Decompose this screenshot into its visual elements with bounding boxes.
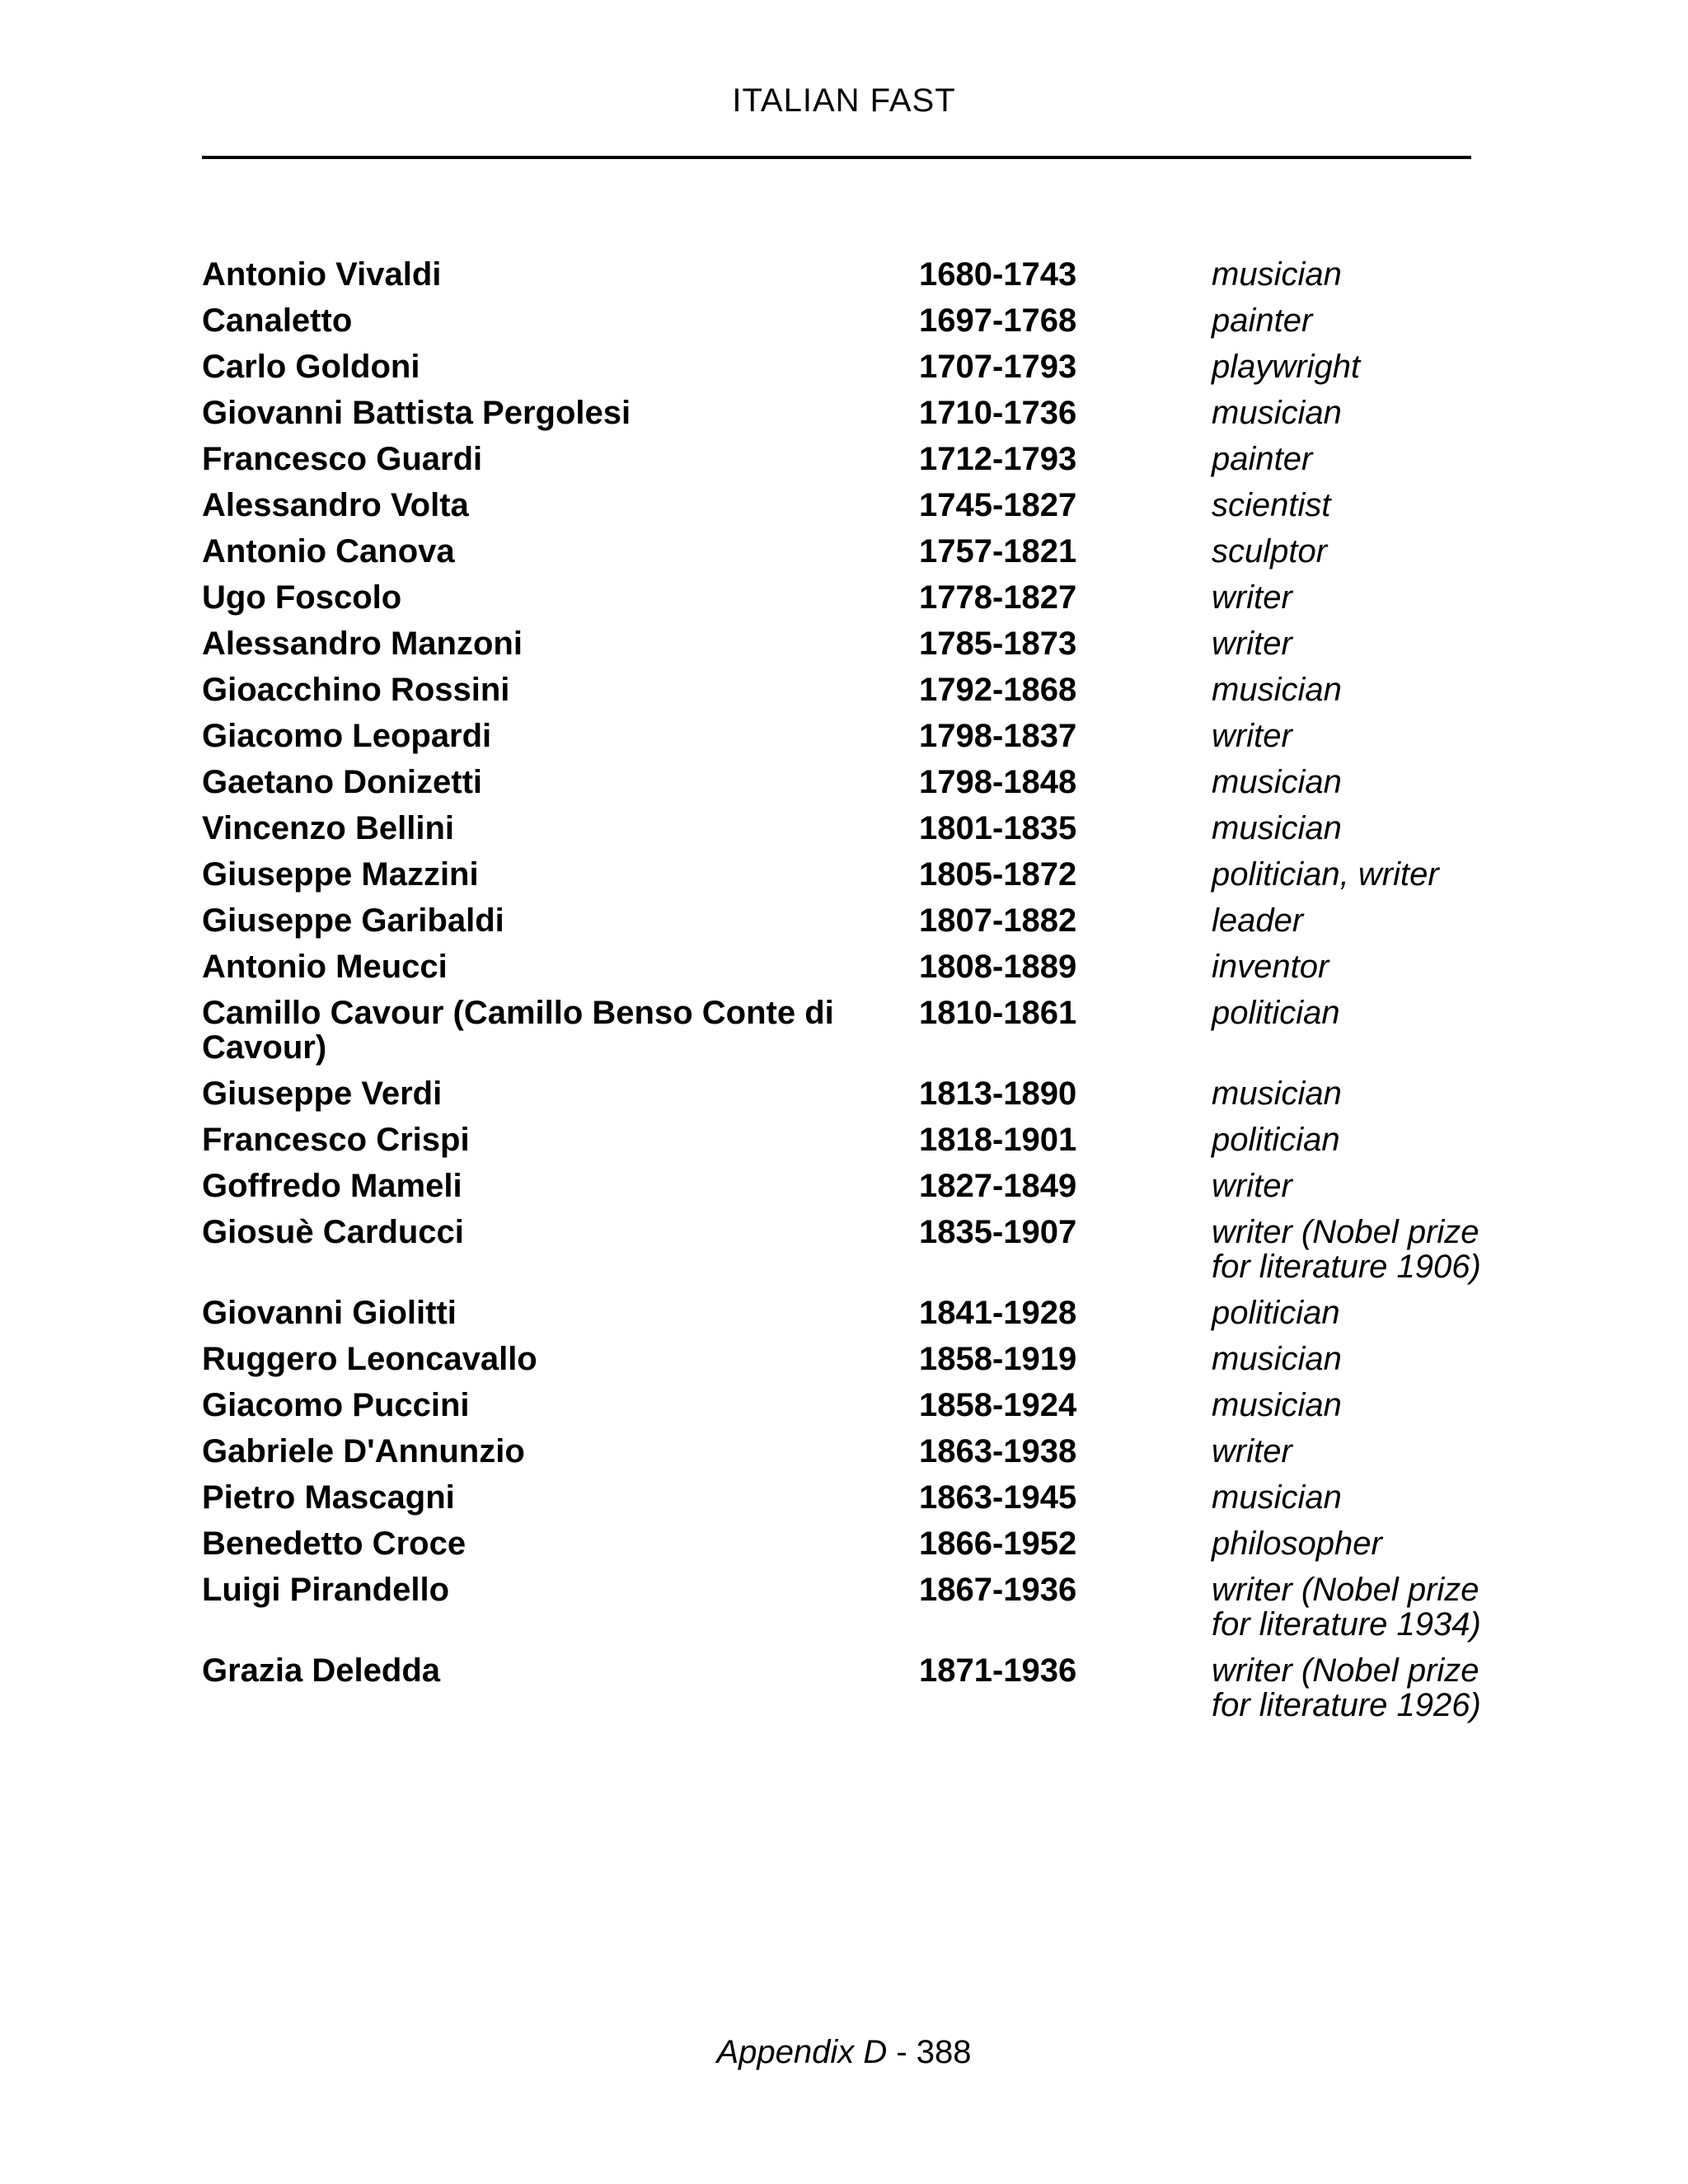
table-row [202, 580, 1504, 615]
life-dates: 1813-1890 [919, 1076, 1077, 1112]
person-name: Francesco Guardi [202, 441, 483, 477]
person-name: Ugo Foscolo [202, 579, 402, 616]
table-row [202, 996, 1504, 1065]
person-name: Giacomo Leopardi [202, 718, 492, 754]
occupation: writer [1212, 579, 1292, 616]
table-row [202, 1122, 1504, 1157]
footer-section: Appendix D [716, 2034, 888, 2070]
life-dates: 1818-1901 [919, 1122, 1077, 1158]
life-dates: 1792-1868 [919, 672, 1077, 708]
person-name: Antonio Canova [202, 533, 455, 569]
table-row [202, 349, 1504, 384]
table-row [202, 1296, 1504, 1330]
life-dates: 1866-1952 [919, 1526, 1077, 1562]
person-name: Luigi Pirandello [202, 1572, 450, 1608]
occupation: politician [1212, 1295, 1340, 1331]
table-row [202, 488, 1504, 523]
occupation: politician [1212, 995, 1340, 1031]
occupation: philosopher [1212, 1526, 1382, 1562]
person-name: Vincenzo Bellini [202, 810, 454, 846]
occupation: politician [1212, 1122, 1340, 1158]
table-row [202, 303, 1504, 338]
table-row [202, 1388, 1504, 1422]
life-dates: 1798-1848 [919, 764, 1077, 800]
life-dates: 1858-1924 [919, 1387, 1077, 1423]
table-row [202, 626, 1504, 661]
table-row [202, 396, 1504, 430]
life-dates: 1805-1872 [919, 856, 1077, 893]
life-dates: 1697-1768 [919, 302, 1077, 339]
person-name: Giovanni Battista Pergolesi [202, 395, 631, 431]
person-name: Antonio Vivaldi [202, 256, 442, 293]
table-row [202, 1526, 1504, 1561]
occupation: leader [1212, 902, 1304, 939]
occupation: musician [1212, 1479, 1342, 1516]
occupation: musician [1212, 1341, 1342, 1377]
page-footer [0, 2034, 1688, 2071]
occupation: musician [1212, 810, 1342, 846]
occupation: musician [1212, 256, 1342, 293]
person-name: Giuseppe Verdi [202, 1076, 443, 1112]
person-name: Giovanni Giolitti [202, 1295, 457, 1331]
person-name: Pietro Mascagni [202, 1479, 455, 1516]
person-name: Camillo Cavour (Camillo Benso Conte di Cavour) [202, 995, 834, 1066]
life-dates: 1871-1936 [919, 1652, 1077, 1689]
table-row [202, 257, 1504, 292]
occupation: playwright [1212, 349, 1361, 385]
life-dates: 1835-1907 [919, 1214, 1077, 1250]
table-row [202, 949, 1504, 984]
occupation: musician [1212, 672, 1342, 708]
table-row [202, 1572, 1504, 1642]
life-dates: 1863-1938 [919, 1433, 1077, 1469]
person-name: Carlo Goldoni [202, 349, 420, 385]
person-name: Giuseppe Mazzini [202, 856, 479, 893]
table-row [202, 442, 1504, 476]
person-name: Giosuè Carducci [202, 1214, 464, 1250]
person-name: Benedetto Croce [202, 1526, 467, 1562]
footer-page-number: 388 [916, 2034, 972, 2070]
occupation: writer [1212, 626, 1292, 662]
occupation: writer (Nobel prize for literature 1934) [1212, 1572, 1481, 1643]
person-name: Giuseppe Garibaldi [202, 902, 504, 939]
person-name: Gaetano Donizetti [202, 764, 483, 800]
occupation: writer [1212, 1168, 1292, 1204]
life-dates: 1710-1736 [919, 395, 1077, 431]
life-dates: 1745-1827 [919, 487, 1077, 523]
occupation: musician [1212, 395, 1342, 431]
running-head: ITALIAN FAST [732, 82, 956, 119]
life-dates: 1798-1837 [919, 718, 1077, 754]
life-dates: 1827-1849 [919, 1168, 1077, 1204]
footer-separator: - [887, 2034, 917, 2070]
life-dates: 1863-1945 [919, 1479, 1077, 1516]
occupation: writer [1212, 718, 1292, 754]
life-dates: 1757-1821 [919, 533, 1077, 569]
person-name: Antonio Meucci [202, 949, 448, 985]
occupation: writer (Nobel prize for literature 1906) [1212, 1214, 1481, 1285]
life-dates: 1778-1827 [919, 579, 1077, 616]
occupation: inventor [1212, 949, 1329, 985]
table-row [202, 1342, 1504, 1376]
occupation: sculptor [1212, 533, 1328, 569]
life-dates: 1858-1919 [919, 1341, 1077, 1377]
life-dates: 1680-1743 [919, 256, 1077, 293]
life-dates: 1808-1889 [919, 949, 1077, 985]
occupation: musician [1212, 1387, 1342, 1423]
person-name: Alessandro Manzoni [202, 626, 523, 662]
occupation: musician [1212, 764, 1342, 800]
person-name: Giacomo Puccini [202, 1387, 470, 1423]
table-row [202, 673, 1504, 707]
person-name: Gioacchino Rossini [202, 672, 510, 708]
life-dates: 1807-1882 [919, 902, 1077, 939]
person-name: Goffredo Mameli [202, 1168, 462, 1204]
life-dates: 1867-1936 [919, 1572, 1077, 1608]
table-row [202, 1480, 1504, 1515]
occupation: scientist [1212, 487, 1331, 523]
header-rule [202, 156, 1471, 159]
people-table [202, 257, 1504, 1734]
life-dates: 1810-1861 [919, 995, 1077, 1031]
occupation: writer [1212, 1433, 1292, 1469]
table-row [202, 719, 1504, 753]
occupation: painter [1212, 441, 1313, 477]
life-dates: 1785-1873 [919, 626, 1077, 662]
table-row [202, 765, 1504, 799]
person-name: Francesco Crispi [202, 1122, 470, 1158]
person-name: Alessandro Volta [202, 487, 469, 523]
table-row [202, 534, 1504, 569]
person-name: Gabriele D'Annunzio [202, 1433, 525, 1469]
table-row [202, 1434, 1504, 1469]
life-dates: 1801-1835 [919, 810, 1077, 846]
person-name: Grazia Deledda [202, 1652, 441, 1689]
table-row [202, 811, 1504, 846]
table-row [202, 857, 1504, 892]
life-dates: 1707-1793 [919, 349, 1077, 385]
life-dates: 1841-1928 [919, 1295, 1077, 1331]
table-row [202, 1653, 1504, 1722]
person-name: Ruggero Leoncavallo [202, 1341, 537, 1377]
table-row [202, 1076, 1504, 1111]
person-name: Canaletto [202, 302, 353, 339]
occupation: musician [1212, 1076, 1342, 1112]
occupation: painter [1212, 302, 1313, 339]
table-row [202, 903, 1504, 938]
occupation: writer (Nobel prize for literature 1926) [1212, 1652, 1481, 1723]
table-row [202, 1215, 1504, 1284]
life-dates: 1712-1793 [919, 441, 1077, 477]
occupation: politician, writer [1212, 856, 1439, 893]
table-row [202, 1169, 1504, 1203]
